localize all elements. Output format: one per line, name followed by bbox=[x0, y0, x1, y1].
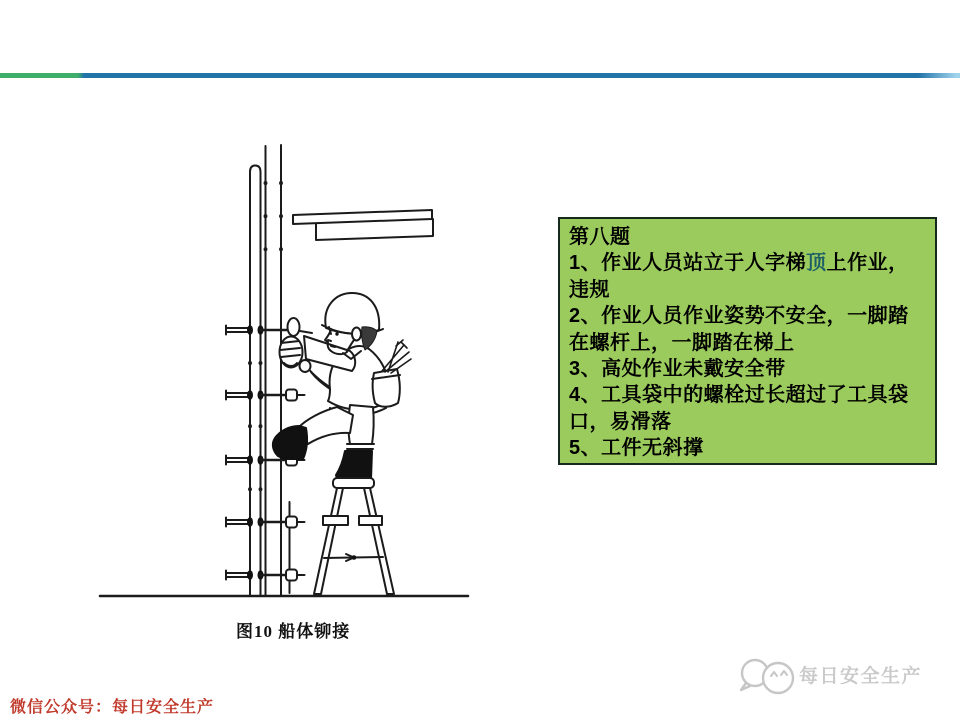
hazard-line: 违规 bbox=[569, 278, 610, 301]
hinge-bracket bbox=[323, 516, 348, 525]
hazard-line: 5、工件无斜撑 bbox=[569, 437, 704, 460]
step-stool bbox=[314, 478, 394, 594]
hazard-line: 3、高处作业未戴安全带 bbox=[569, 358, 786, 381]
illustration bbox=[90, 95, 490, 645]
title-divider-line bbox=[0, 73, 960, 78]
watermark-text: 每日安全生产 bbox=[799, 666, 923, 687]
gripped-bolt-row bbox=[226, 325, 288, 335]
watermark bbox=[735, 650, 935, 702]
hair bbox=[362, 327, 377, 350]
hazard-title: 第八题 bbox=[569, 226, 631, 248]
figure-caption: 图10 船体铆接 bbox=[236, 622, 351, 641]
stool-leg bbox=[364, 488, 394, 594]
raised-boot bbox=[273, 426, 307, 459]
hazard-line: 4、工具袋中的螺栓过长超过了工具袋 bbox=[569, 384, 909, 407]
worker bbox=[273, 293, 411, 479]
steel-column bbox=[250, 145, 290, 596]
hazard-line: 在螺杆上，一脚踏在梯上 bbox=[569, 331, 795, 354]
tool-bag bbox=[372, 340, 411, 407]
fist bbox=[280, 337, 303, 368]
stool-platform bbox=[333, 478, 374, 488]
hazard-box bbox=[558, 217, 937, 465]
ear bbox=[352, 328, 361, 341]
wechat-account-label: 微信公众号：每日安全生产 bbox=[10, 699, 215, 716]
standing-boot bbox=[336, 451, 372, 479]
far-hand bbox=[300, 360, 311, 372]
protruding-bolts bbox=[382, 340, 411, 373]
hazard-line: 1、作业人员站立于人字梯顶上作业， bbox=[569, 252, 909, 275]
hinge-bracket bbox=[359, 516, 382, 525]
eye bbox=[335, 332, 338, 335]
hazard-line: 2、作业人员作业姿势不安全，一脚踏 bbox=[569, 305, 909, 328]
hazard-line: 口，易滑落 bbox=[569, 410, 672, 433]
chat-bubbles-icon bbox=[735, 650, 797, 702]
stool-leg bbox=[314, 488, 343, 594]
bolt-pin bbox=[288, 318, 300, 336]
overhead-plate bbox=[293, 210, 433, 240]
